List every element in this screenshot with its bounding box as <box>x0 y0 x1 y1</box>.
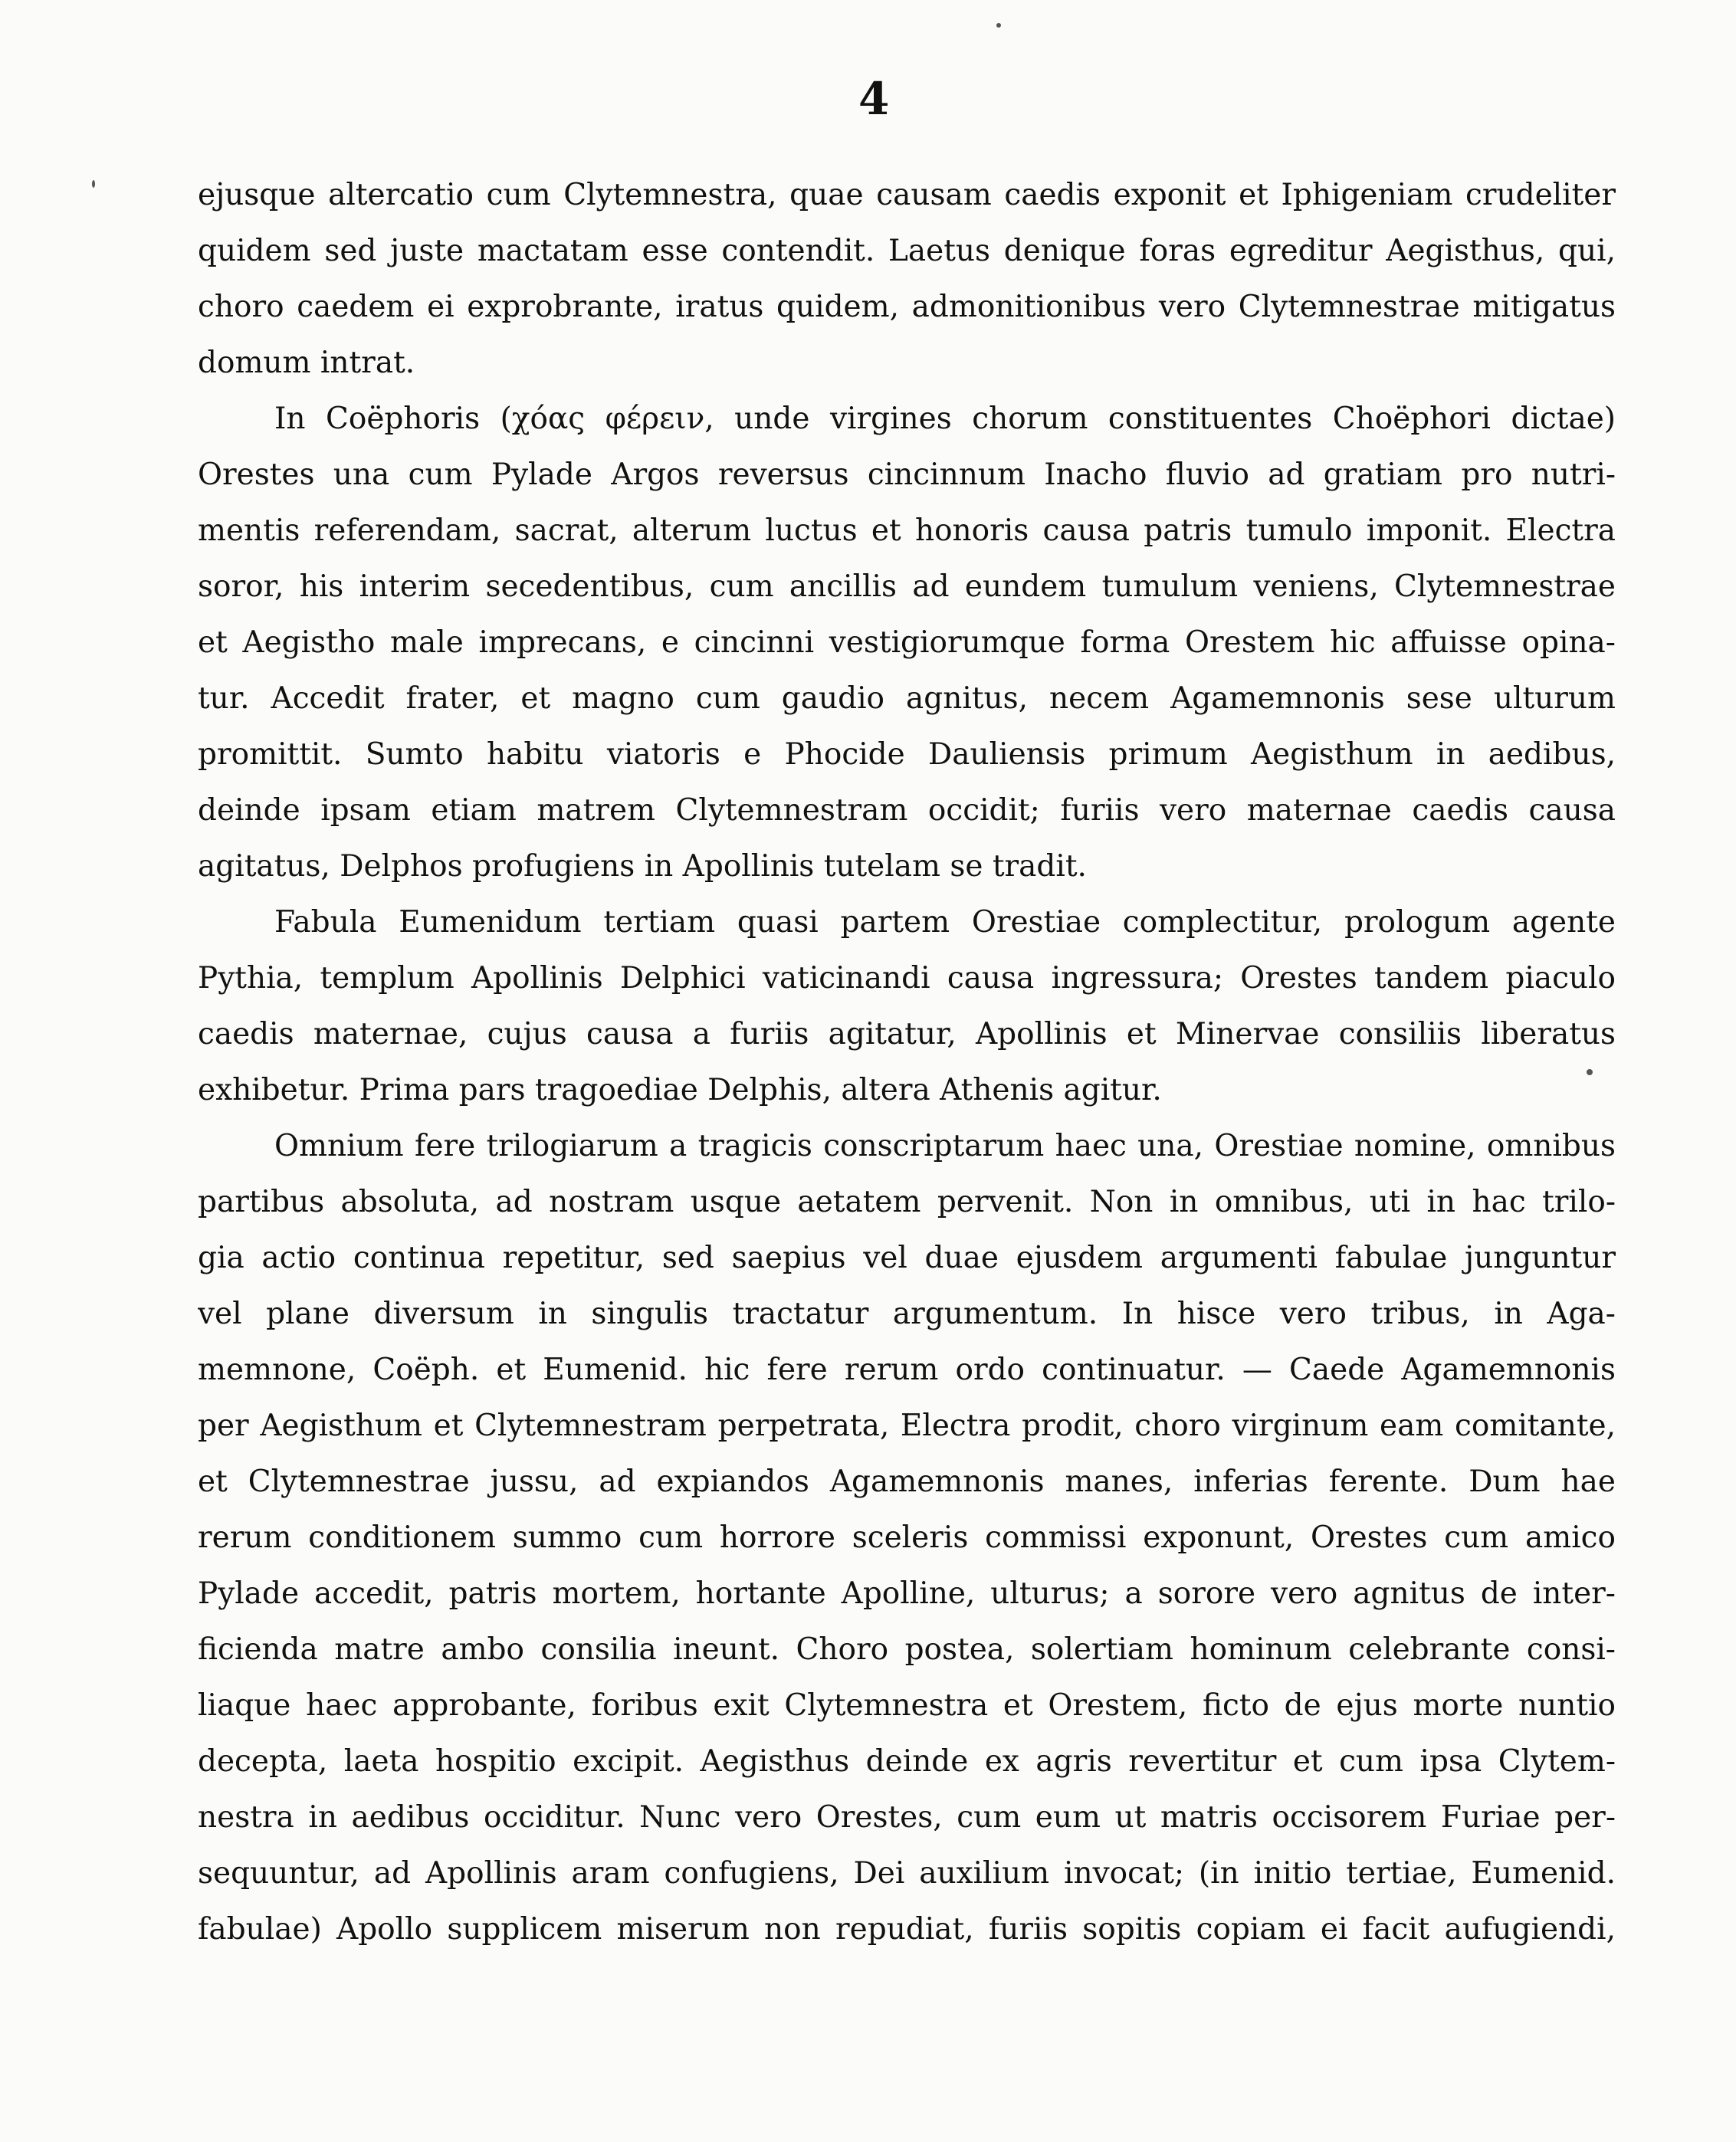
text-line: In Coëphoris (χόας φέρειν, unde virgines chorum constituentes Choëphori dictae) <box>274 402 1616 436</box>
scan-speck <box>92 180 95 188</box>
scan-speck <box>996 23 1001 28</box>
paragraph-4 <box>198 1118 1616 1957</box>
text-line: soror, his interim secedentibus, cum ancillis ad eundem tumulum veniens, Clytemnestrae <box>198 569 1616 604</box>
text-line: rerum conditionem summo cum horrore sceleris commissi exponunt, Orestes cum amico <box>198 1520 1616 1555</box>
text-line: ficienda matre ambo consilia ineunt. Choro postea, solertiam hominum celebrante consi- <box>198 1632 1616 1667</box>
text-line: quidem sed juste mactatam esse contendit. Laetus denique foras egreditur Aegisthus, qui, <box>198 234 1616 268</box>
text-line: promittit. Sumto habitu viatoris e Phocide Dauliensis primum Aegisthum in aedibus, <box>198 737 1616 772</box>
text-line: et Aegistho male imprecans, e cincinni vestigiorumque forma Orestem hic affuisse opina- <box>198 625 1616 660</box>
text-line: per Aegisthum et Clytemnestram perpetrata, Electra prodit, choro virginum eam comitante, <box>198 1409 1616 1443</box>
text-line: mentis referendam, sacrat, alterum luctus et honoris causa patris tumulo imponit. Electra <box>198 513 1616 548</box>
text-line: Orestes una cum Pylade Argos reversus cincinnum Inacho fluvio ad gratiam pro nutri- <box>198 458 1616 492</box>
text-line: caedis maternae, cujus causa a furiis agitatur, Apollinis et Minervae consiliis liberatus <box>198 1017 1616 1051</box>
text-line: fabulae) Apollo supplicem miserum non repudiat, furiis sopitis copiam ei facit aufugiendi, <box>198 1912 1616 1947</box>
body-text <box>198 167 1616 1957</box>
text-line: ejusque altercatio cum Clytemnestra, quae causam caedis exponit et Iphigeniam crudeliter <box>198 178 1616 212</box>
paragraph-1 <box>198 167 1616 391</box>
text-line: Fabula Eumenidum tertiam quasi partem Orestiae complectitur, prologum agente <box>274 905 1616 940</box>
text-line: decepta, laeta hospitio excipit. Aegisthus deinde ex agris revertitur et cum ipsa Clytem- <box>198 1744 1616 1779</box>
text-line: sequuntur, ad Apollinis aram confugiens, Dei auxilium invocat; (in initio tertiae, Eumenid. <box>198 1856 1616 1891</box>
text-line: exhibetur. Prima pars tragoediae Delphis, altera Athenis agitur. <box>198 1073 1162 1107</box>
text-line: Omnium fere trilogiarum a tragicis conscriptarum haec una, Orestiae nomine, omnibus <box>274 1129 1616 1163</box>
paragraph-3 <box>198 894 1616 1118</box>
text-line: Pythia, templum Apollinis Delphici vaticinandi causa ingressura; Orestes tandem piaculo <box>198 961 1616 996</box>
text-line: nestra in aedibus occiditur. Nunc vero Orestes, cum eum ut matris occisorem Furiae per- <box>198 1800 1616 1835</box>
text-line: choro caedem ei exprobrante, iratus quidem, admonitionibus vero Clytemnestrae mitigatus <box>198 290 1616 324</box>
scan-speck <box>1587 1069 1593 1075</box>
paragraph-2 <box>198 391 1616 894</box>
text-line: Pylade accedit, patris mortem, hortante Apolline, ulturus; a sorore vero agnitus de inter- <box>198 1576 1616 1611</box>
text-line: et Clytemnestrae jussu, ad expiandos Agamemnonis manes, inferias ferente. Dum hae <box>198 1465 1616 1499</box>
text-line: vel plane diversum in singulis tractatur argumentum. In hisce vero tribus, in Aga- <box>198 1297 1616 1331</box>
page-number: 4 <box>858 73 890 125</box>
text-line: deinde ipsam etiam matrem Clytemnestram occidit; furiis vero maternae caedis causa <box>198 793 1616 828</box>
text-line: domum intrat. <box>198 346 415 380</box>
text-line: partibus absoluta, ad nostram usque aetatem pervenit. Non in omnibus, uti in hac trilo- <box>198 1185 1616 1219</box>
text-line: liaque haec approbante, foribus exit Clytemnestra et Orestem, ficto de ejus morte nuntio <box>198 1688 1616 1723</box>
text-line: tur. Accedit frater, et magno cum gaudio agnitus, necem Agamemnonis sese ulturum <box>198 681 1616 716</box>
text-line: gia actio continua repetitur, sed saepius vel duae ejusdem argumenti fabulae junguntur <box>198 1241 1616 1275</box>
text-line: agitatus, Delphos profugiens in Apollinis tutelam se tradit. <box>198 849 1087 884</box>
text-line: memnone, Coëph. et Eumenid. hic fere rerum ordo continuatur. — Caede Agamemnonis <box>198 1353 1616 1387</box>
